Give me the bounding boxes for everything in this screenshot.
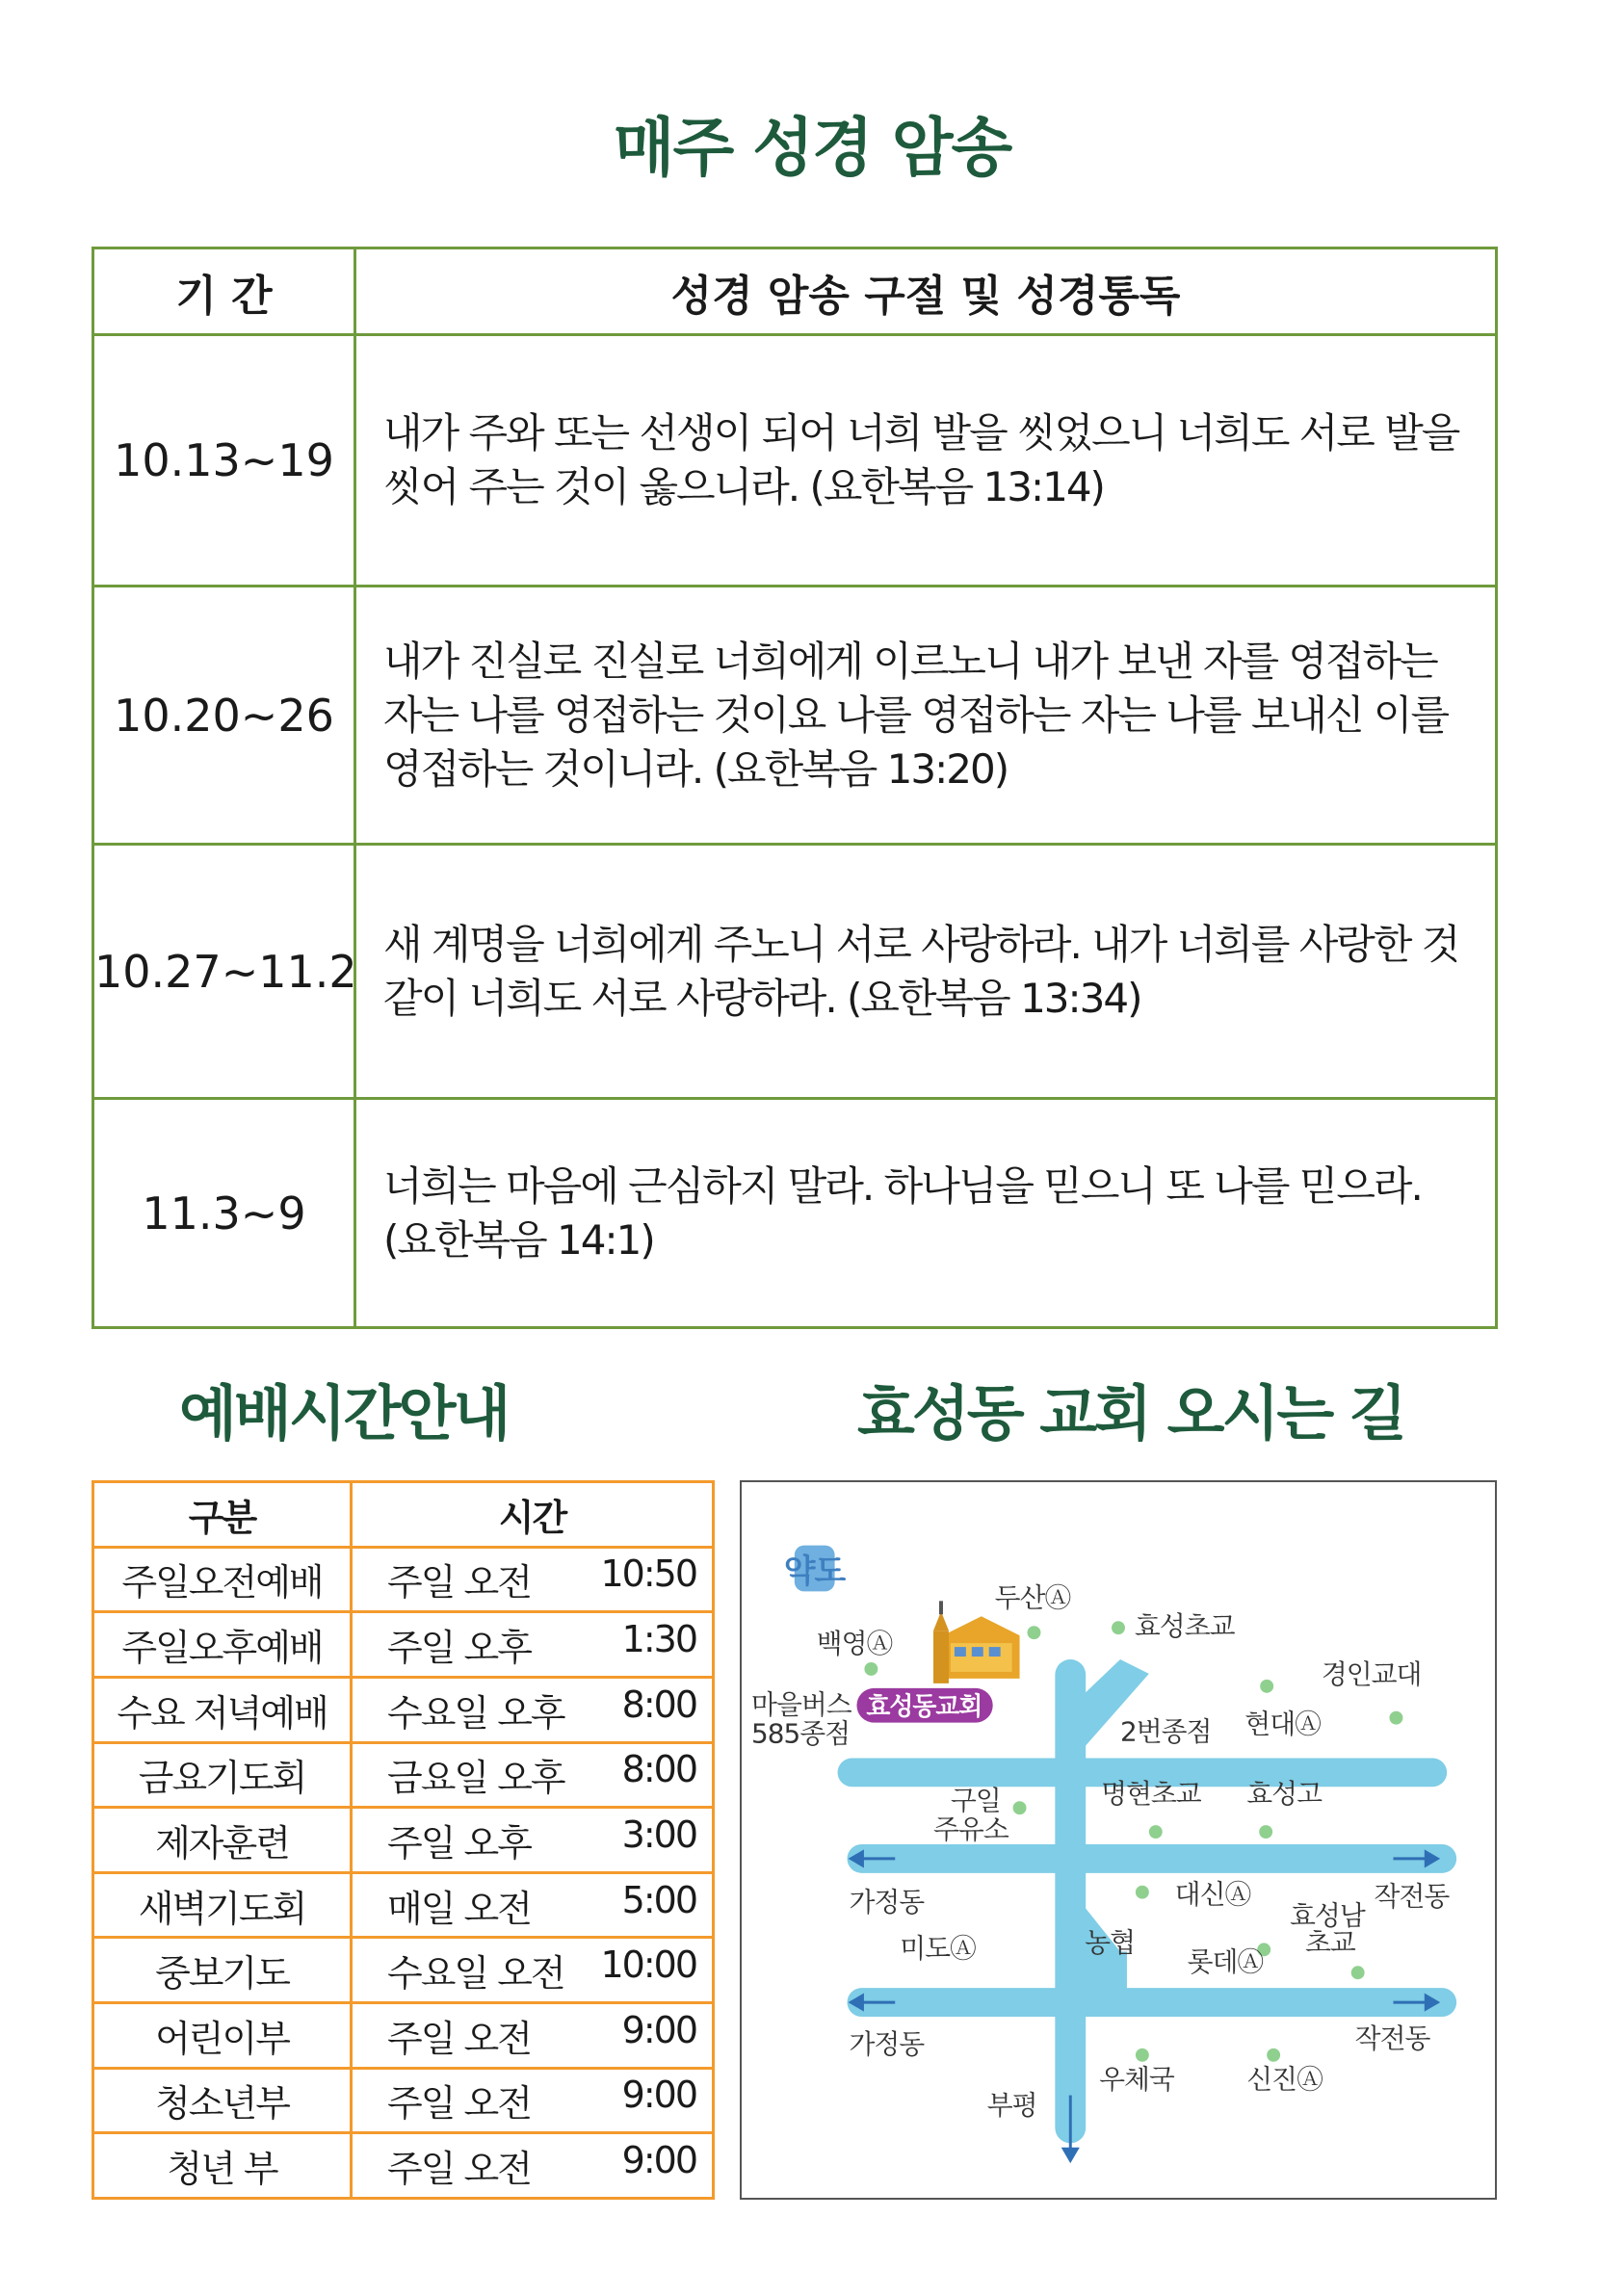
map-badge-label: 약도: [783, 1552, 846, 1590]
road-lower: [848, 1988, 1457, 2017]
table-row: [93, 845, 1497, 1099]
service-day: 주일 오전: [387, 2148, 531, 2191]
period-cell: 11.3~9: [93, 1099, 355, 1328]
service-time: 9:00: [621, 2008, 696, 2051]
map-label: 백영Ⓐ: [816, 1628, 893, 1660]
service-time: 1:30: [621, 1618, 696, 1661]
map-label: 585종점: [751, 1717, 851, 1750]
table-row: [93, 587, 1497, 845]
table-row: [93, 2133, 714, 2199]
service-name: 새벽기도회: [93, 1872, 352, 1938]
map-label: 부평: [986, 2089, 1037, 2122]
table-row: [93, 1938, 714, 2003]
service-name: 금요기도회: [93, 1742, 352, 1808]
service-time: 8:00: [621, 1683, 696, 1726]
service-name: 어린이부: [93, 2003, 352, 2069]
period-header: 기 간: [93, 248, 355, 335]
map-label: 신진Ⓐ: [1246, 2063, 1323, 2096]
service-day: 금요일 오후: [387, 1757, 564, 1800]
service-time: 9:00: [621, 2074, 696, 2117]
map-label: 효성고: [1246, 1778, 1323, 1811]
map-label: 우체국: [1099, 2063, 1174, 2096]
directions-map: [740, 1480, 1497, 2200]
table-row: [93, 1547, 714, 1612]
service-name: 주일오후예배: [93, 1612, 352, 1678]
table-row: [93, 1612, 714, 1678]
service-name: 청년 부: [93, 2133, 352, 2199]
service-day: 주일 오전: [387, 2017, 531, 2060]
map-label: 롯데Ⓐ: [1187, 1945, 1264, 1978]
map-label: 경인교대: [1321, 1657, 1422, 1690]
service-day: 주일 오후: [387, 1627, 531, 1670]
page-title: 매주 성경 암송: [613, 111, 1011, 185]
map-badge: [784, 1546, 847, 1592]
map-label: 미도Ⓐ: [900, 1932, 976, 1965]
service-day: 주일 오후: [387, 1821, 531, 1865]
service-time: 10:00: [600, 1944, 696, 1987]
service-name: 주일오전예배: [93, 1547, 352, 1612]
service-day: 수요일 오후: [387, 1691, 564, 1735]
map-label: 작전동: [1374, 1880, 1450, 1913]
schedule-header: [93, 1482, 714, 1548]
service-time: 5:00: [621, 1878, 696, 1921]
map-label: 2번종점: [1119, 1715, 1212, 1748]
table-row: [93, 1872, 714, 1938]
service-time: 10:50: [600, 1552, 696, 1596]
worship-title: 예배시간안내: [179, 1378, 509, 1448]
service-time: 3:00: [621, 1813, 696, 1856]
verse-cell: 내가 진실로 진실로 너희에게 이르노니 내가 보낸 자를 영접하는 자는 나를 영접하는 것이요 나를 영접하는 자는 나를 보내신 이를 영접하는 것이니라. (요한복음 13:20): [355, 587, 1497, 845]
church-badge: [856, 1688, 992, 1723]
verse-cell: 너희는 마음에 근심하지 말라. 하나님을 믿으니 또 나를 믿으라. (요한복음 14:1): [355, 1099, 1497, 1328]
map-svg: [742, 1482, 1495, 2198]
period-cell: 10.20~26: [93, 587, 355, 845]
verse-cell: 새 계명을 너희에게 주노니 서로 사랑하라. 내가 너희를 사랑한 것 같이 너희도 서로 사랑하라. (요한복음 13:34): [355, 845, 1497, 1099]
map-label: 작전동: [1354, 2022, 1430, 2054]
map-label: 대신Ⓐ: [1174, 1878, 1251, 1911]
map-label: 가정동: [849, 1886, 925, 1918]
road-middle: [848, 1844, 1457, 1873]
map-label: 마을버스: [751, 1688, 851, 1721]
table-row: [93, 1742, 714, 1808]
map-label: 주유소: [933, 1813, 1008, 1846]
map-label: 명현초교: [1101, 1778, 1201, 1811]
service-time: 8:00: [621, 1748, 696, 1791]
service-day: 매일 오전: [387, 1887, 531, 1930]
table-row: [93, 1099, 1497, 1328]
table-row: [93, 1808, 714, 1873]
church-label: 효성동교회: [866, 1692, 982, 1722]
service-day: 주일 오전: [387, 2082, 531, 2126]
verse-cell: 내가 주와 또는 선생이 되어 너희 발을 씻었으니 너희도 서로 발을 씻어 주는 것이 옳으니라. (요한복음 13:14): [355, 335, 1497, 587]
table-row: [93, 2068, 714, 2133]
service-name: 중보기도: [93, 1938, 352, 2003]
service-name: 제자훈련: [93, 1808, 352, 1873]
service-time: 9:00: [621, 2139, 696, 2182]
verse-table-header: [93, 248, 1497, 335]
map-label: 현대Ⓐ: [1244, 1708, 1321, 1740]
service-name: 수요 저녁예배: [93, 1677, 352, 1742]
category-header: 구분: [93, 1482, 352, 1548]
map-label: 가정동: [849, 2027, 925, 2060]
service-name: 청소년부: [93, 2068, 352, 2133]
map-label: 초교: [1304, 1926, 1355, 1959]
table-row: [93, 1677, 714, 1742]
service-day: 주일 오전: [387, 1561, 531, 1605]
time-header: 시간: [352, 1482, 714, 1548]
worship-schedule-table: [92, 1480, 715, 2200]
table-row: [93, 335, 1497, 587]
period-cell: 10.13~19: [93, 335, 355, 587]
map-label: 효성남: [1290, 1899, 1365, 1932]
map-label: 농협: [1085, 1926, 1135, 1959]
table-row: [93, 2003, 714, 2069]
directions-title: 효성동 교회 오시는 길: [857, 1378, 1404, 1448]
period-cell: 10.27~11.2: [93, 845, 355, 1099]
map-label: 두산Ⓐ: [994, 1581, 1071, 1614]
map-label: 구일: [950, 1785, 1001, 1817]
verse-table: [92, 247, 1498, 1329]
service-day: 수요일 오전: [387, 1952, 564, 1996]
map-label: 효성초교: [1134, 1610, 1235, 1643]
content-header: 성경 암송 구절 및 성경통독: [355, 248, 1497, 335]
